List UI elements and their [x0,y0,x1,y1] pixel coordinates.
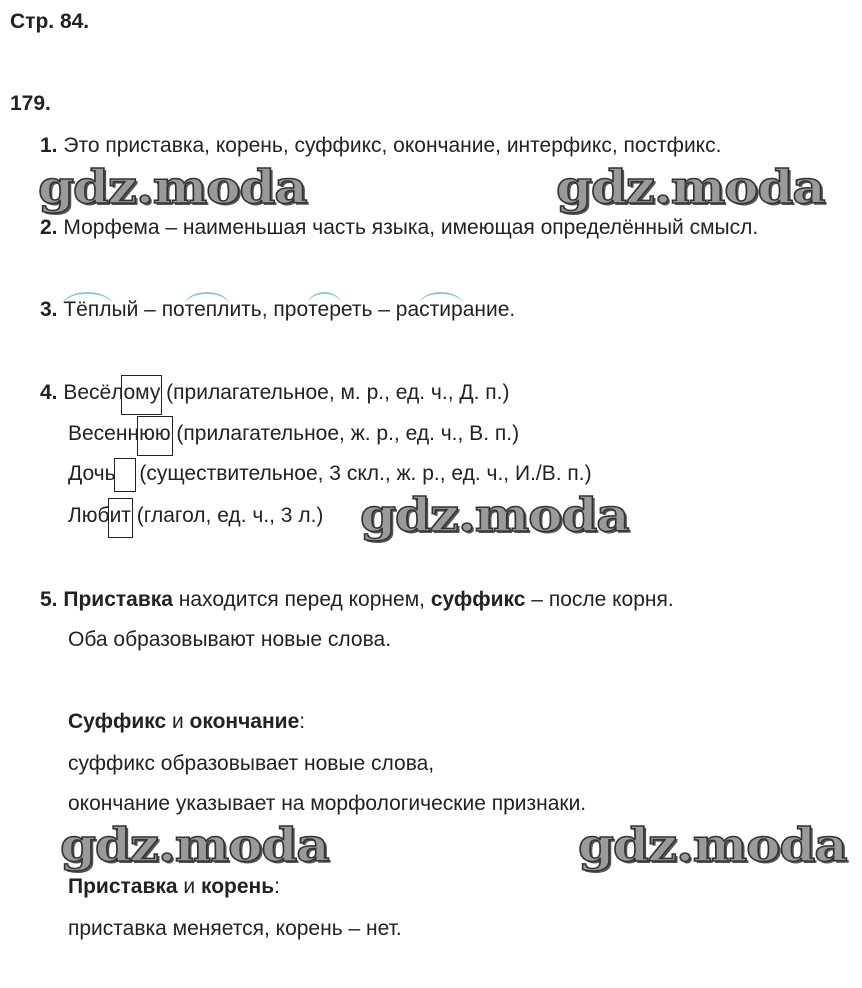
item-5-line-1: 5. Приставка находится перед корнем, суффикс – после корня. [40,588,674,611]
root-mark: Тёпл [63,298,112,321]
item-1 [40,134,721,158]
item-5-line-3: суффикс образовывает новые слова, [68,752,435,775]
page-header: Стр. 84. [10,10,90,33]
item-4-row-1: 4. Весёлому (прилагательное, м. р., ед. ч., Д. п.) [40,381,510,404]
root-mark: тепл [184,298,230,321]
word-proteret: протереть [273,298,373,321]
exercise-number: 179. [10,92,51,115]
item-5-line-2: Оба образовывают новые слова. [68,628,392,651]
suffix-ending-heading: Суффикс и окончание: [68,710,306,733]
watermark: gdz.moda [578,818,847,872]
zero-ending-box [116,464,134,482]
watermark: gdz.moda [38,160,307,214]
item-5-line-5: приставка меняется, корень – нет. [68,917,402,940]
item-5-number: 5. [40,588,58,611]
item-1-number: 1. [40,134,58,157]
word-teply: Тёплый [63,298,139,321]
item-2-number: 2. [40,216,58,239]
item-3: 3. Тёплый – потеплить, протереть – растирание. [40,298,516,321]
item-2-text: Морфема – наименьшая часть языка, имеющая определённый смысл. [63,216,759,239]
ending-box: юю [139,422,171,445]
word-potepliti: потеплить, [161,298,268,321]
item-5-line-4: окончание указывает на морфологические признаки. [68,792,587,815]
item-2 [40,216,758,240]
root-mark: стир [419,298,463,321]
watermark: gdz.moda [556,160,825,214]
item-1-text: Это приставка, корень, суффикс, окончание, интерфикс, постфикс. [63,134,722,157]
watermark: gdz.moda [360,488,629,542]
item-4-number: 4. [40,381,58,404]
item-4-row-4: Любит (глагол, ед. ч., 3 л.) [68,504,324,527]
item-4-row-2: Весеннюю (прилагательное, ж. р., ед. ч., В. п.) [68,422,520,445]
ending-box: ит [109,504,131,527]
root-mark: тер [308,298,341,321]
item-3-number: 3. [40,298,58,321]
item-4-row-3: Дочь (существительное, 3 скл., ж. р., ед. ч., И./В. п.) [68,462,592,485]
watermark: gdz.moda [60,818,329,872]
ending-box: ому [123,381,161,404]
prefix-root-heading: Приставка и корень: [68,875,280,898]
word-rastiranie: растирание. [395,298,516,321]
